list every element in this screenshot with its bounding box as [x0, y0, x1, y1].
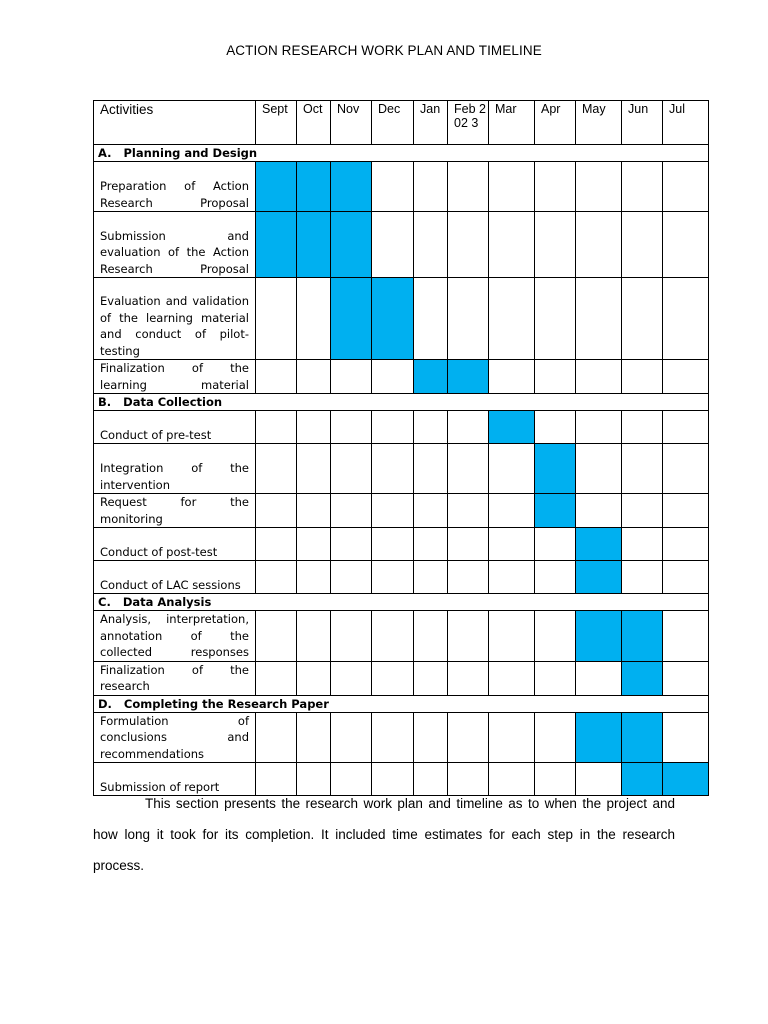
- timeline-cell: [489, 561, 535, 594]
- timeline-cell: [622, 360, 663, 394]
- timeline-cell: [256, 561, 297, 594]
- timeline-cell: [256, 528, 297, 561]
- timeline-cell: [297, 561, 331, 594]
- timeline-cell: [663, 278, 709, 360]
- timeline-cell-active: [331, 162, 372, 212]
- activity-label: Submission and evaluation of the Action Research Proposal: [94, 212, 256, 278]
- timeline-cell: [663, 411, 709, 444]
- month-header: Jul: [663, 101, 709, 145]
- timeline-cell: [535, 162, 576, 212]
- timeline-cell: [297, 444, 331, 494]
- activity-row: [94, 162, 709, 212]
- timeline-cell: [489, 162, 535, 212]
- timeline-cell: [576, 661, 622, 695]
- timeline-cell: [576, 494, 622, 528]
- timeline-cell: [622, 278, 663, 360]
- timeline-cell: [448, 661, 489, 695]
- timeline-cell: [448, 561, 489, 594]
- timeline-cell-active: [535, 494, 576, 528]
- month-header: Sept: [256, 101, 297, 145]
- timeline-cell: [448, 528, 489, 561]
- timeline-cell: [448, 411, 489, 444]
- activity-label: Evaluation and validation of the learning material and conduct of pilot-testing: [94, 278, 256, 360]
- timeline-cell: [256, 444, 297, 494]
- timeline-cell: [297, 494, 331, 528]
- timeline-cell-active: [331, 212, 372, 278]
- month-header: Jun: [622, 101, 663, 145]
- timeline-cell: [576, 411, 622, 444]
- timeline-cell: [414, 712, 448, 763]
- timeline-cell: [372, 360, 414, 394]
- timeline-cell: [414, 444, 448, 494]
- timeline-cell: [448, 712, 489, 763]
- timeline-cell: [372, 444, 414, 494]
- activities-header: Activities: [94, 101, 256, 145]
- timeline-cell: [331, 360, 372, 394]
- timeline-cell: [297, 712, 331, 763]
- timeline-cell: [297, 360, 331, 394]
- timeline-cell: [414, 494, 448, 528]
- month-header: Dec: [372, 101, 414, 145]
- timeline-cell: [372, 411, 414, 444]
- timeline-cell: [622, 494, 663, 528]
- timeline-cell: [297, 278, 331, 360]
- section-row: [94, 594, 709, 611]
- timeline-cell: [372, 212, 414, 278]
- month-header: Jan: [414, 101, 448, 145]
- timeline-cell-active: [576, 712, 622, 763]
- activity-row: [94, 561, 709, 594]
- timeline-cell: [622, 528, 663, 561]
- timeline-cell: [489, 494, 535, 528]
- activity-label: Formulation of conclusions and recommendations: [94, 712, 256, 763]
- timeline-cell: [256, 278, 297, 360]
- section-row: [94, 394, 709, 411]
- timeline-cell: [372, 561, 414, 594]
- timeline-cell: [414, 411, 448, 444]
- timeline-cell: [535, 528, 576, 561]
- activity-label: Preparation of Action Research Proposal: [94, 162, 256, 212]
- timeline-cell: [414, 561, 448, 594]
- timeline-cell: [663, 212, 709, 278]
- timeline-cell: [256, 411, 297, 444]
- timeline-cell: [489, 212, 535, 278]
- timeline-cell: [448, 494, 489, 528]
- month-header: Mar: [489, 101, 535, 145]
- timeline-cell: [414, 278, 448, 360]
- activity-row: [94, 278, 709, 360]
- timeline-cell: [331, 661, 372, 695]
- section-heading: B. Data Collection: [94, 394, 709, 411]
- timeline-cell: [622, 444, 663, 494]
- timeline-cell: [331, 561, 372, 594]
- month-header: Feb 202 3: [448, 101, 489, 145]
- timeline-cell: [256, 661, 297, 695]
- activity-row: [94, 360, 709, 394]
- timeline-cell: [256, 712, 297, 763]
- timeline-cell: [297, 661, 331, 695]
- timeline-cell: [622, 212, 663, 278]
- timeline-cell: [414, 162, 448, 212]
- timeline-cell: [489, 278, 535, 360]
- timeline-cell-active: [297, 162, 331, 212]
- timeline-cell: [535, 661, 576, 695]
- section-heading: C. Data Analysis: [94, 594, 709, 611]
- body-paragraph: This section presents the research work plan and timeline as to when the project and how long it took for its completion. It included time estimates for each step in the research process.: [93, 796, 675, 873]
- timeline-cell: [663, 444, 709, 494]
- timeline-cell: [448, 611, 489, 662]
- timeline-cell: [576, 162, 622, 212]
- timeline-cell: [663, 494, 709, 528]
- timeline-cell: [256, 611, 297, 662]
- activity-label: Conduct of pre-test: [94, 411, 256, 444]
- section-heading: D. Completing the Research Paper: [94, 695, 709, 712]
- timeline-cell: [331, 411, 372, 444]
- timeline-cell: [663, 561, 709, 594]
- timeline-cell-active: [414, 360, 448, 394]
- activity-row: [94, 444, 709, 494]
- timeline-cell-active: [297, 212, 331, 278]
- timeline-cell: [331, 494, 372, 528]
- month-header: Oct: [297, 101, 331, 145]
- month-header: Apr: [535, 101, 576, 145]
- timeline-cell: [622, 162, 663, 212]
- timeline-cell: [448, 444, 489, 494]
- timeline-cell: [576, 212, 622, 278]
- timeline-cell-active: [448, 360, 489, 394]
- timeline-cell: [372, 661, 414, 695]
- timeline-cell: [535, 360, 576, 394]
- timeline-cell: [372, 528, 414, 561]
- timeline-cell: [372, 611, 414, 662]
- timeline-cell: [297, 528, 331, 561]
- timeline-cell: [489, 444, 535, 494]
- activity-row: [94, 528, 709, 561]
- timeline-cell: [414, 661, 448, 695]
- timeline-cell: [663, 611, 709, 662]
- activity-label: Integration of the intervention: [94, 444, 256, 494]
- activity-label: Submission of report: [94, 763, 256, 796]
- timeline-cell: [622, 561, 663, 594]
- section-row: [94, 695, 709, 712]
- timeline-cell: [414, 611, 448, 662]
- timeline-cell: [372, 494, 414, 528]
- timeline-cell: [372, 162, 414, 212]
- timeline-cell: [448, 278, 489, 360]
- timeline-cell: [489, 360, 535, 394]
- activity-row: [94, 411, 709, 444]
- timeline-cell-active: [576, 561, 622, 594]
- timeline-cell: [331, 712, 372, 763]
- activity-row: [94, 611, 709, 662]
- timeline-cell: [372, 712, 414, 763]
- activity-label: Finalization of the research: [94, 661, 256, 695]
- timeline-cell: [489, 528, 535, 561]
- timeline-cell-active: [576, 528, 622, 561]
- timeline-cell: [535, 212, 576, 278]
- activity-label: Conduct of LAC sessions: [94, 561, 256, 594]
- timeline-cell: [256, 360, 297, 394]
- activity-row: [94, 661, 709, 695]
- timeline-cell: [414, 212, 448, 278]
- table-header-row: [94, 101, 709, 145]
- timeline-cell: [535, 712, 576, 763]
- activity-label: Finalization of the learning material: [94, 360, 256, 394]
- activity-label: Conduct of post-test: [94, 528, 256, 561]
- timeline-cell: [489, 712, 535, 763]
- timeline-cell: [535, 561, 576, 594]
- timeline-cell: [448, 162, 489, 212]
- activity-row: [94, 212, 709, 278]
- timeline-cell: [489, 611, 535, 662]
- timeline-cell: [535, 278, 576, 360]
- timeline-cell: [535, 411, 576, 444]
- timeline-cell-active: [576, 611, 622, 662]
- section-row: [94, 145, 709, 162]
- work-plan-table: [93, 100, 709, 796]
- timeline-cell: [535, 611, 576, 662]
- activity-label: Analysis, interpretation, annotation of the collected responses: [94, 611, 256, 662]
- timeline-cell: [414, 528, 448, 561]
- month-header: May: [576, 101, 622, 145]
- section-heading: A. Planning and Design: [94, 145, 709, 162]
- timeline-cell-active: [372, 278, 414, 360]
- timeline-cell-active: [489, 411, 535, 444]
- timeline-cell-active: [256, 212, 297, 278]
- timeline-cell: [663, 162, 709, 212]
- timeline-cell: [297, 411, 331, 444]
- timeline-cell-active: [535, 444, 576, 494]
- month-header: Nov: [331, 101, 372, 145]
- table-body: [94, 145, 709, 796]
- timeline-cell: [489, 661, 535, 695]
- activity-row: [94, 494, 709, 528]
- timeline-cell: [576, 444, 622, 494]
- timeline-cell: [297, 611, 331, 662]
- timeline-cell: [576, 278, 622, 360]
- timeline-cell: [448, 212, 489, 278]
- timeline-cell: [663, 712, 709, 763]
- timeline-cell: [331, 611, 372, 662]
- timeline-cell-active: [622, 712, 663, 763]
- timeline-cell-active: [331, 278, 372, 360]
- timeline-cell: [331, 528, 372, 561]
- timeline-cell: [576, 360, 622, 394]
- timeline-cell-active: [622, 661, 663, 695]
- timeline-cell: [256, 494, 297, 528]
- activity-label: Request for the monitoring: [94, 494, 256, 528]
- timeline-cell: [663, 360, 709, 394]
- timeline-cell: [663, 661, 709, 695]
- timeline-cell: [331, 444, 372, 494]
- activity-row: [94, 712, 709, 763]
- timeline-cell-active: [256, 162, 297, 212]
- timeline-cell: [663, 528, 709, 561]
- document-title: ACTION RESEARCH WORK PLAN AND TIMELINE: [226, 43, 542, 58]
- timeline-cell-active: [622, 611, 663, 662]
- timeline-cell: [622, 411, 663, 444]
